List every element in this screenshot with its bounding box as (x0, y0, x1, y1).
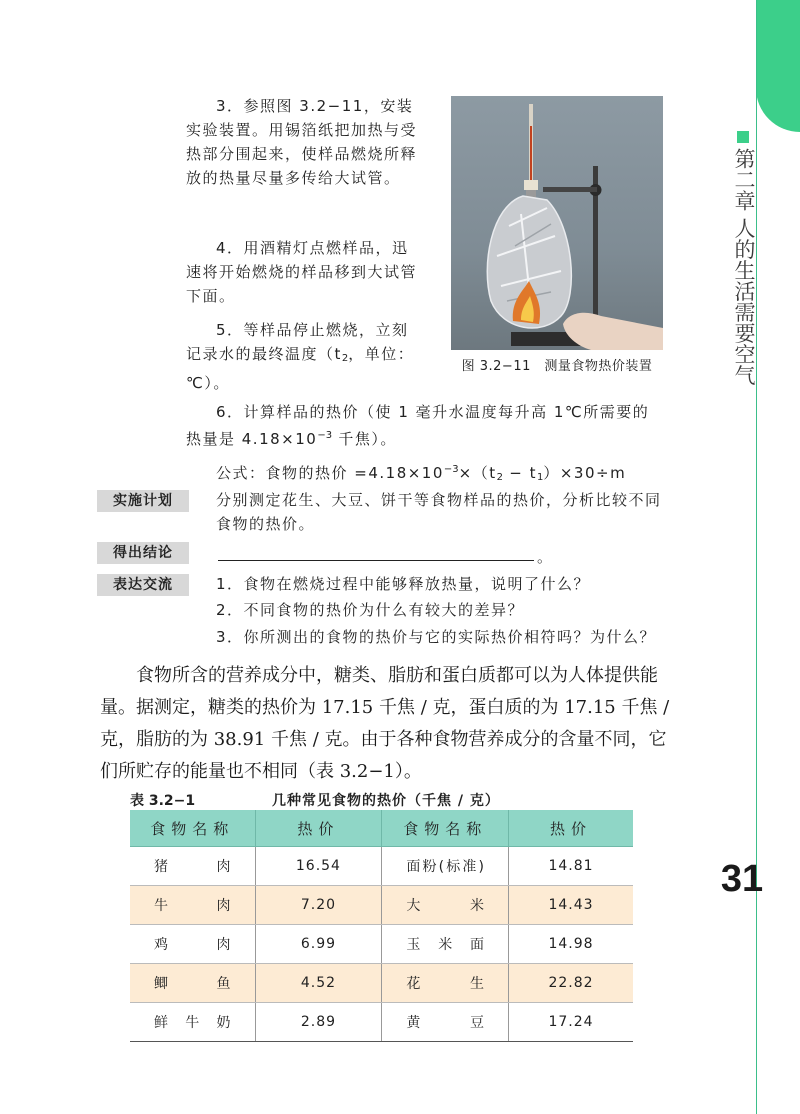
food-name: 黄豆 (406, 1015, 485, 1031)
table-title: 几种常见食物的热价（千焦 / 克） (272, 793, 500, 809)
food-name-cell (130, 964, 255, 1003)
formula (216, 458, 676, 490)
formula-superscript: −3 (443, 464, 459, 475)
table-header-row (130, 810, 633, 847)
step-5-text-a: 5．等样品停止燃烧，立刻记录水的最终温度（t (186, 321, 409, 363)
step-6 (186, 400, 656, 451)
page-number: 31 (720, 858, 764, 900)
plan-label: 实施计划 (97, 490, 189, 512)
food-name: 大米 (406, 898, 485, 914)
conclusion-end-mark: 。 (537, 548, 553, 566)
energy-cell: 14.81 (509, 847, 633, 886)
food-name: 鲫鱼 (154, 976, 231, 992)
energy-cell: 7.20 (255, 886, 382, 925)
step-5 (186, 318, 422, 395)
formula-part-c: − t (502, 464, 537, 482)
food-name-cell (130, 847, 255, 886)
food-name: 花生 (406, 976, 485, 992)
question-2: 2．不同食物的热价为什么有较大的差异？ (216, 601, 525, 619)
energy-cell: 16.54 (255, 847, 382, 886)
apparatus-illustration (451, 96, 663, 350)
table-row (130, 925, 633, 964)
conclusion-label: 得出结论 (97, 542, 189, 564)
food-name-cell (130, 886, 255, 925)
food-name: 面粉(标准) (406, 859, 485, 875)
food-name: 鸡肉 (154, 937, 231, 953)
step-6-text-a: 6．计算样品的热价（使 1 毫升水温度每升高 1℃所需要的热量是 4.18×10 (186, 403, 650, 448)
conclusion-blank-line (218, 560, 534, 561)
food-name-cell (382, 886, 509, 925)
formula-subscript-2: 2 (496, 472, 503, 483)
figure-caption: 图 3.2−11 测量食物热价装置 (461, 359, 653, 374)
food-name-cell (382, 847, 509, 886)
formula-part-d: ）×30÷m (543, 464, 627, 482)
table-number: 表 3.2−1 (130, 793, 196, 809)
chapter-tab-decoration (756, 0, 800, 132)
table-row (130, 1003, 633, 1042)
table-row (130, 886, 633, 925)
food-energy-table (130, 810, 633, 1042)
energy-cell: 14.43 (509, 886, 633, 925)
table-row (130, 964, 633, 1003)
exchange-label: 表达交流 (97, 574, 189, 596)
food-name: 玉米面 (406, 937, 485, 953)
question-3: 3．你所测出的食物的热价与它的实际热价相符吗？为什么？ (216, 628, 657, 646)
energy-cell: 17.24 (509, 1003, 633, 1042)
energy-cell: 22.82 (509, 964, 633, 1003)
food-name: 猪肉 (154, 859, 231, 875)
formula-part-a: 公式：食物的热价 =4.18×10 (216, 464, 444, 482)
apparatus-photo (451, 96, 663, 350)
food-name-cell (382, 1003, 509, 1042)
question-1: 1．食物在燃烧过程中能够释放热量，说明了什么？ (216, 575, 591, 593)
food-name-cell (382, 925, 509, 964)
chapter-title: 第二章 人的生活需要空气 (732, 148, 756, 386)
header-food-name-2: 食物名称 (382, 810, 509, 847)
header-food-name-1: 食物名称 (130, 810, 255, 847)
food-name-cell (382, 964, 509, 1003)
step-5-text-b: ，单位：℃）。 (186, 345, 415, 392)
chapter-marker-square (737, 131, 749, 143)
table-row (130, 847, 633, 886)
food-name: 牛肉 (154, 898, 231, 914)
step-3: 3．参照图 3.2−11，安装实验装置。用锡箔纸把加热与受热部分围起来，使样品燃烧所释放的热量尽量多传给大试管。 (186, 97, 418, 187)
formula-part-b: ×（t (458, 464, 497, 482)
header-energy-2: 热价 (509, 810, 633, 847)
energy-cell: 4.52 (255, 964, 382, 1003)
main-paragraph: 食物所含的营养成分中，糖类、脂肪和蛋白质都可以为人体提供能量。据测定，糖类的热价为 17.15 千焦 / 克，蛋白质的为 17.15 千焦 / 克，脂肪的为 38.91 千焦 / 克。由于各种食物营养成分的含量不同，它们所贮存的能量也不相同（表 3.2−1）。 (100, 665, 670, 782)
food-name: 鲜牛奶 (154, 1015, 231, 1031)
food-name-cell (130, 925, 255, 964)
plan-text: 分别测定花生、大豆、饼干等食物样品的热价，分析比较不同食物的热价。 (216, 491, 662, 533)
energy-cell: 14.98 (509, 925, 633, 964)
step-4: 4．用酒精灯点燃样品，迅速将开始燃烧的样品移到大试管下面。 (186, 239, 418, 305)
step-6-superscript: −3 (317, 430, 333, 441)
step-5-subscript: 2 (341, 353, 349, 364)
header-energy-1: 热价 (255, 810, 382, 847)
formula-subscript-1: 1 (536, 472, 544, 483)
energy-cell: 2.89 (255, 1003, 382, 1042)
food-name-cell (130, 1003, 255, 1042)
energy-cell: 6.99 (255, 925, 382, 964)
step-6-text-b: 千焦）。 (332, 430, 397, 448)
